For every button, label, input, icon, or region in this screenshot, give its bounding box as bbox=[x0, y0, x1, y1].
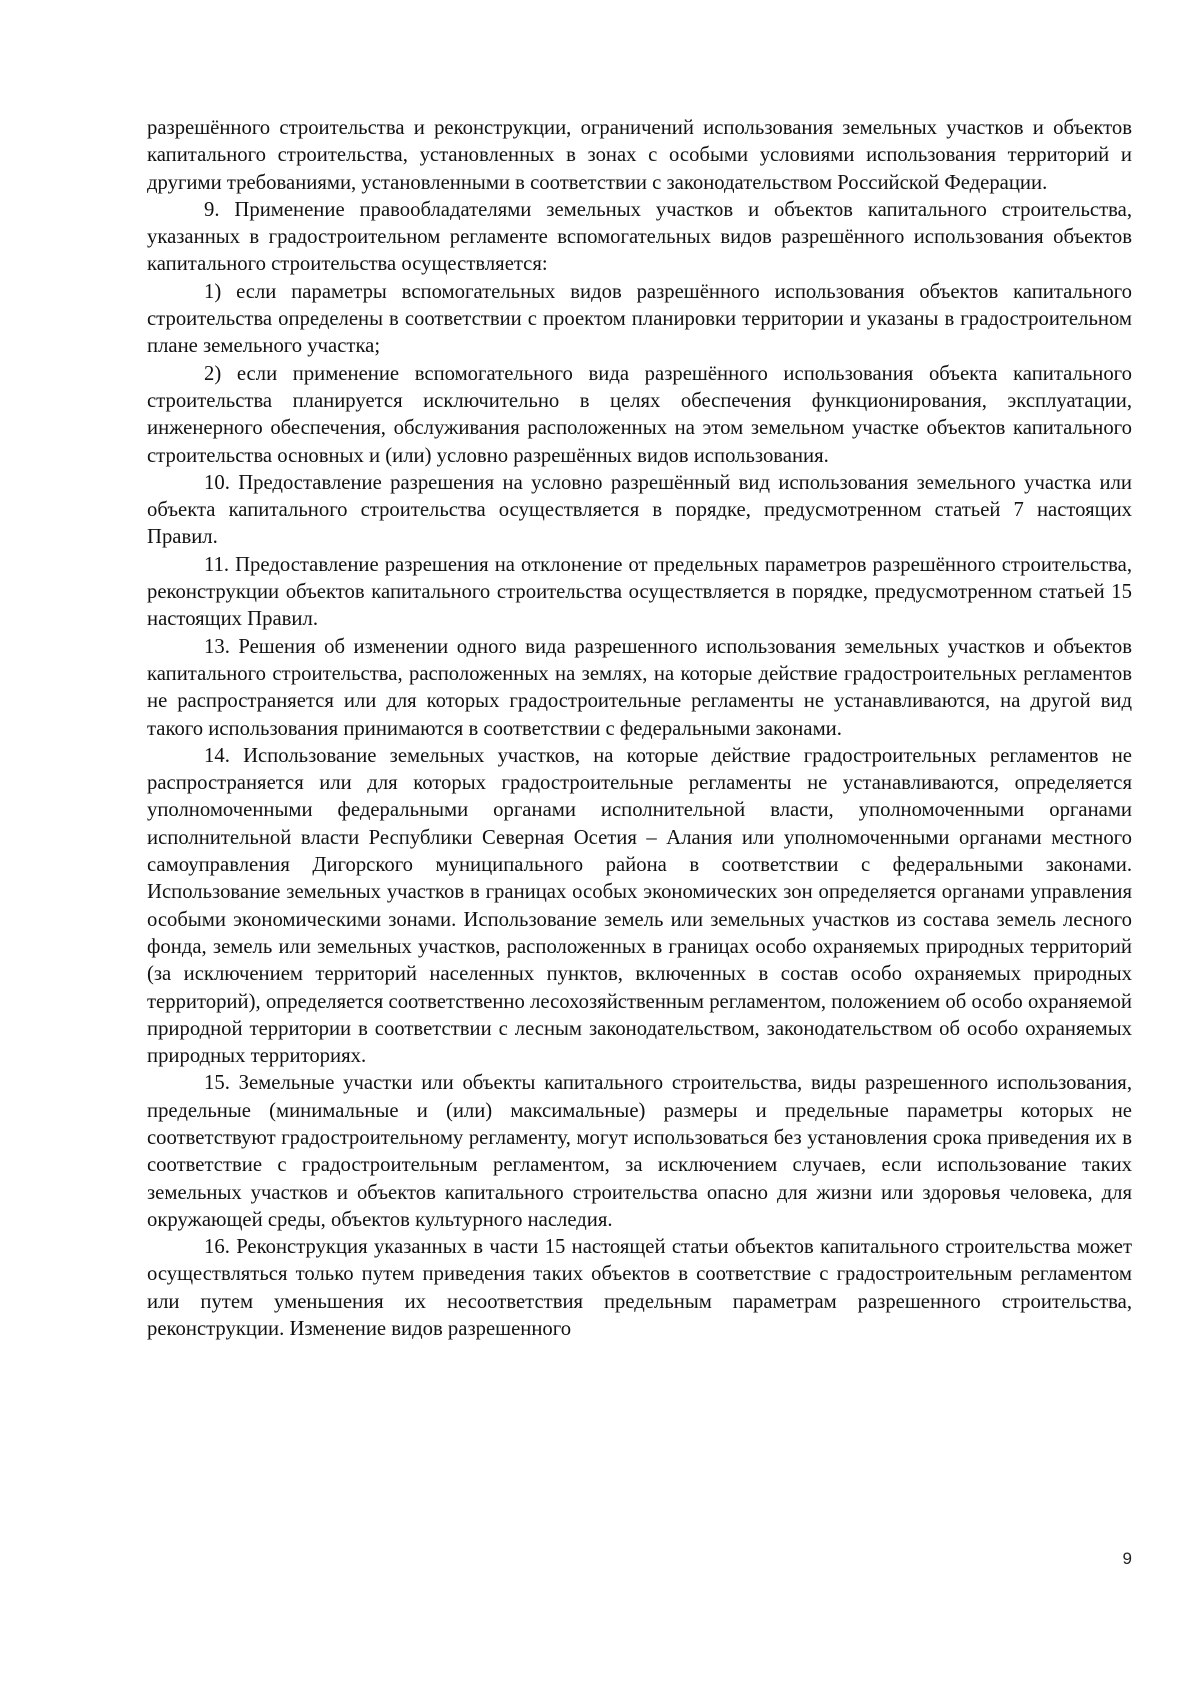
paragraph-item-13: 13. Решения об изменении одного вида разрешенного использования земельных участков и объектов капитального строительства, расположенных на землях, на которые действие градостроительных регламентов не распространяется или для которых градостроительные регламенты не устанавливаются, на другой вид такого использования принимаются в соответствии с федеральными законами. bbox=[147, 635, 1132, 740]
page-number: 9 bbox=[1122, 1549, 1132, 1568]
paragraph-subitem-1: 1) если параметры вспомогательных видов разрешённого использования объектов капитального строительства определены в соответствии с проектом планировки территории и указаны в градостроительном плане земельного участка; bbox=[147, 280, 1132, 358]
paragraph-item-11: 11. Предоставление разрешения на отклонение от предельных параметров разрешённого строительства, реконструкции объектов капитального строительства осуществляется в порядке, предусмотренном статьей 15 настоящих Правил. bbox=[147, 553, 1132, 631]
paragraph-item-14: 14. Использование земельных участков, на которые действие градостроительных регламентов не распространяется или для которых градостроительные регламенты не устанавливаются, определяется уполномоченными федеральными органами исполнительной власти, уполномоченными органами исполнительной власти Республики Северная Осетия – Алания или уполномоченными органами местного самоуправления Дигорского муниципального района в соответствии с федеральными законами. Использование земельных участков в границах особых экономических зон определяется органами управления особыми экономическими зонами. Использование земель или земельных участков из состава земель лесного фонда, земель или земельных участков, расположенных в границах особо охраняемых природных территорий (за исключением территорий населенных пунктов, включенных в состав особо охраняемых природных территорий), определяется соответственно лесохозяйственным регламентом, положением об особо охраняемой природной территории в соответствии с лесным законодательством, законодательством об особо охраняемых природных территориях. bbox=[147, 744, 1132, 1068]
document-body bbox=[147, 115, 1132, 1343]
paragraph-item-16: 16. Реконструкция указанных в части 15 настоящей статьи объектов капитального строительства может осуществляться только путем приведения таких объектов в соответствие с градостроительным регламентом или путем уменьшения их несоответствия предельным параметрам разрешенного строительства, реконструкции. Изменение видов разрешенного bbox=[147, 1236, 1132, 1341]
paragraph-item-9: 9. Применение правообладателями земельных участков и объектов капитального строительства, указанных в градостроительном регламенте вспомогательных видов разрешённого использования объектов капитального строительства осуществляется: bbox=[147, 198, 1132, 276]
paragraph-subitem-2: 2) если применение вспомогательного вида разрешённого использования объекта капитального строительства планируется исключительно в целях обеспечения функционирования, эксплуатации, инженерного обеспечения, обслуживания расположенных на этом земельном участке объектов капитального строительства основных и (или) условно разрешённых видов использования. bbox=[147, 362, 1132, 467]
paragraph-item-10: 10. Предоставление разрешения на условно разрешённый вид использования земельного участка или объекта капитального строительства осуществляется в порядке, предусмотренном статьей 7 настоящих Правил. bbox=[147, 471, 1132, 549]
paragraph-continuation: разрешённого строительства и реконструкции, ограничений использования земельных участков и объектов капитального строительства, установленных в зонах с особыми условиями использования территорий и другими требованиями, установленными в соответствии с законодательством Российской Федерации. bbox=[147, 117, 1132, 194]
paragraph-item-15: 15. Земельные участки или объекты капитального строительства, виды разрешенного использования, предельные (минимальные и (или) максимальные) размеры и предельные параметры которых не соответствуют градостроительному регламенту, могут использоваться без установления срока приведения их в соответствие с градостроительным регламентом, за исключением случаев, если использование таких земельных участков и объектов капитального строительства опасно для жизни или здоровья человека, для окружающей среды, объектов культурного наследия. bbox=[147, 1072, 1132, 1231]
